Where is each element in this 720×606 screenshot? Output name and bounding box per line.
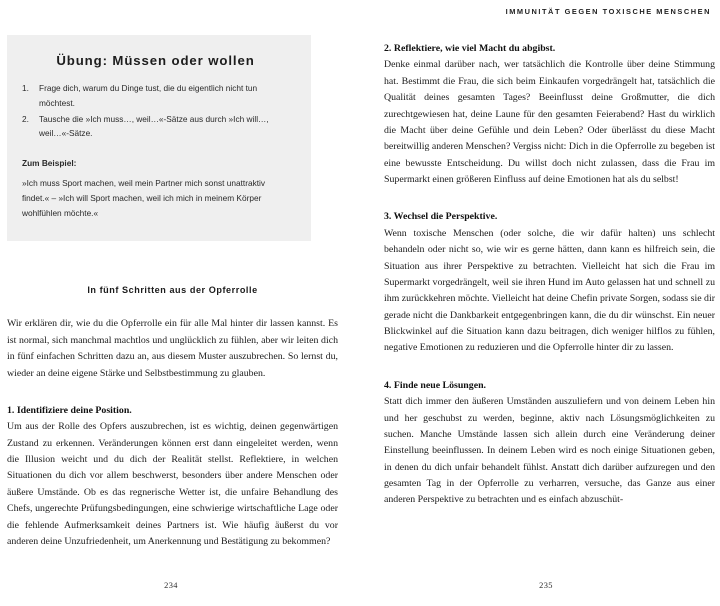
page-number-left: 234 [164,581,178,590]
step-1 [7,403,338,550]
exercise-step-list [22,81,289,141]
step-text: Denke einmal darüber nach, wer tatsächlich die Kontrolle über deine Stimmung hat. Bestimmt die Frau, die sich beim Einkaufen vorgedrängelt hat, tatsächlich die Qualität deines gesamten Tages? Beeinflusst deine Großmutter, die dich zurechtgewiesen hat, deine Laune für den gesamten Feierabend? Hast du wirklich die Macht über deine Gefühle und dein Leben? Oder überlässt du diese Macht bereitwillig anderen Menschen? Vergiss nicht: Dich in die Opferrolle zu begeben ist eine bewusste Entscheidung. Du willst doch nicht zulassen, dass die Frau im Supermarkt einen größeren Einfluss auf deine Emotionen hat als du selbst! [384,59,715,185]
step-4 [384,378,715,509]
running-head-right: IMMUNITÄT GEGEN TOXISCHE MENSCHEN [505,7,711,16]
exercise-example-label: Zum Beispiel: [22,158,77,169]
page-number-right: 235 [539,581,553,590]
exercise-title: Übung: Müssen oder wollen [56,53,255,68]
page-right [360,0,720,606]
section-heading: In fünf Schritten aus der Opferrolle [87,285,258,296]
step-title: 4. Finde neue Lösungen. [384,379,487,391]
exercise-step-item: Frage dich, warum du Dinge tust, die du eigentlich nicht tun möchtest. [39,83,258,108]
step-3 [384,209,715,356]
exercise-step-item: Tausche die »Ich muss…, weil…«-Sätze aus durch »Ich will…, weil…«-Sätze. [39,113,269,139]
step-text: Wenn toxische Menschen (oder solche, die wir dafür halten) uns schlecht behandeln oder nicht so, wie wir es gerne hätten, dann kann es hilfreich sein, die Situation aus ihrer Perspektive zu betrachten. Vielleicht hat sich die Frau im Supermarkt vorgedrängelt, weil sie ihren Hund im Auto gelassen hat und schnell zu ihm zurückkehren möchte. Vielleicht hat deine Chefin private Sorgen, sodass sie dir gerade nicht die Dankbarkeit entgegenbringen kann, die du dir wünschst. Ein neuer Blickwinkel auf die Situation kann dazu beitragen, dich weniger hilflos zu fühlen, negative Emotionen zu reduzieren und die Opferrolle hinter dir zu lassen. [384,227,715,354]
step-title: 3. Wechsel die Perspektive. [384,211,498,223]
step-2 [384,41,715,188]
exercise-example-text: »Ich muss Sport machen, weil mein Partner mich sonst unattraktiv findet.« – »Ich will Sport machen, weil ich mich in meinem Körper wohlfühlen möchte.« [22,178,266,219]
exercise-box [7,35,311,241]
step-title: 2. Reflektiere, wie viel Macht du abgibst. [384,43,556,54]
step-title: 1. Identifiziere deine Position. [7,404,132,416]
step-text: Um aus der Rolle des Opfers auszubrechen, ist es wichtig, deinen gegenwärtigen Zustand zu erkennen. Veränderungen können erst dann eingeleitet werden, wenn die Illusion weicht und du dich der Realität stellst. Reflektiere, in welchen Situationen du dich vor allem beschwerst, besonders über andere Menschen oder äußere Umstände. Ob es das regnerische Wetter ist, die unfaire Behandlung des Chefs, ungerechte Prüfungsbedingungen, eine schwierige wirtschaftliche Lage oder die fehlende Aufmerksamkeit deines Partners ist. Wie häufig äußerst du vor anderen deine Unzufriedenheit, um Anerkennung und Bestätigung zu bekommen? [7,421,338,547]
step-text: Statt dich immer den äußeren Umständen auszuliefern und von deinem Leben hin und her geschubst zu werden, beginne, aktiv nach Lösungsmöglichkeiten zu suchen. Manche Umstände lassen sich allein durch eine Veränderung deiner Einstellung beeinflussen. In deinem Leben wird es noch einige Situationen geben, in denen du dich unfair behandelt fühlst. Anstatt dich darüber aufzuregen und den gesamten Tag in der Opferrolle zu verharren, versuche, das Ganze aus einer anderen Perspektive zu betrachten und es einfach abzuschüt- [384,396,715,506]
intro-paragraph: Wir erklären dir, wie du die Opferrolle ein für alle Mal hinter dir lassen kannst. Es ist normal, sich manchmal machtlos und unglücklich zu fühlen, aber wir leiten dich in fünf einfachen Schritten dazu an, aus diesem Muster auszubrechen. So lernst du, wieder an deine eigene Stärke und Selbstbestimmung zu glauben. [7,318,338,379]
